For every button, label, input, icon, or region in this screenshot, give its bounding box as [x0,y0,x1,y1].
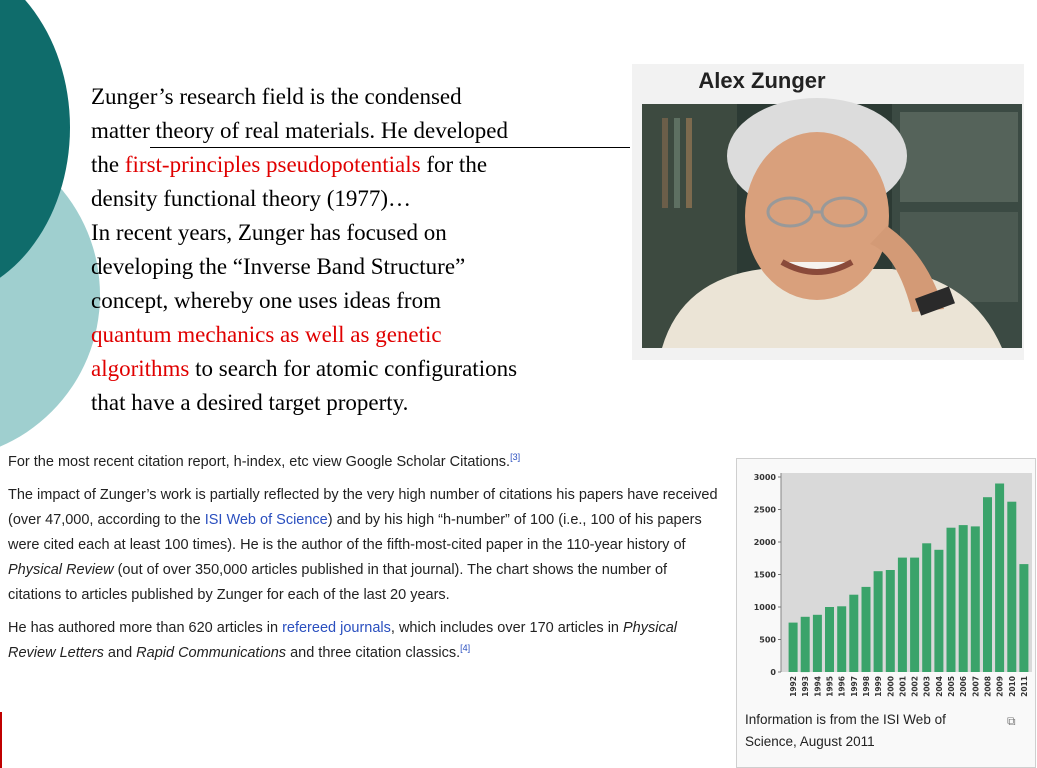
bar-2001 [898,558,907,672]
paragraph-text: He has authored more than 620 articles in [8,620,283,636]
text-segment: for the [420,152,488,177]
bar-1995 [825,607,834,672]
y-tick-label: 3000 [753,473,776,482]
x-tick-label: 2005 [947,676,956,697]
impact-paragraph [8,483,718,608]
text-segment: the [91,152,125,177]
x-tick-label: 2004 [934,676,944,697]
x-tick-label: 2000 [886,676,896,697]
paragraph-text: and [103,645,137,661]
text-line: matter theory of real materials. He developed [91,118,509,143]
underline-decoration [150,147,630,148]
refereed-journals-link[interactable]: refereed journals [282,620,391,636]
x-tick-label: 1999 [874,676,884,697]
text-line: concept, whereby one uses ideas from [91,288,441,313]
citation-bar-chart [737,459,1037,704]
portrait-title: Alex Zunger [698,68,826,93]
bar-1992 [789,623,798,672]
bar-2003 [922,543,931,672]
chart-caption: Information is from the ISI Web of Science, August 2011 [745,712,946,749]
bar-1998 [862,587,871,672]
highlight-algorithms: algorithms [91,356,190,381]
text-segment: to search for atomic configurations [189,356,518,381]
highlight-pseudopotentials: first-principles pseudopotentials [124,152,421,177]
x-tick-label: 2006 [959,676,969,697]
citation-paragraph [8,450,718,475]
bar-2009 [995,484,1004,673]
bar-1994 [813,615,822,672]
reference-link[interactable]: [4] [460,643,471,654]
paragraph-text: (out of over 350,000 articles published in that journal). The chart shows the number of citations to articles published by Zunger for each of the last 20 years. [8,562,668,603]
bar-2002 [910,558,919,672]
x-tick-label: 2003 [922,676,932,697]
y-tick-label: 1500 [753,570,776,580]
x-tick-label: 1995 [825,676,835,697]
y-tick-label: 1000 [753,603,776,612]
y-tick-label: 2000 [753,538,776,547]
paragraph-text: ) and by his high “h-number” of 100 (i.e., 100 of his papers were cited each at least 100 times). He is the author of the fifth-most-cited paper in the 110-year history of [8,512,702,553]
bar-2008 [983,497,992,672]
paragraph-text: , which includes over 170 articles in [390,620,624,636]
bar-1999 [874,571,883,672]
text-line [91,352,626,386]
x-tick-label: 2008 [983,676,993,697]
bar-2000 [886,570,895,672]
articles-paragraph [8,616,718,666]
research-description [91,80,626,420]
journal-title: Physical Review [8,562,114,578]
bar-2006 [959,525,968,672]
text-line: Zunger’s research field is the condensed [91,84,462,109]
x-tick-label: 2002 [910,676,920,697]
x-tick-label: 1996 [837,676,847,697]
bar-1993 [801,617,810,672]
journal-title: Physical Review Letters [8,620,678,661]
journal-title: Rapid Communications [136,645,287,661]
paragraph-text: and three citation classics. [286,645,461,661]
wikipedia-excerpt [8,450,718,674]
paragraph-text: For the most recent citation report, h-index, etc view Google Scholar Citations. [8,454,511,470]
x-tick-label: 2009 [995,676,1005,697]
isi-web-of-science-link[interactable]: ISI Web of Science [204,512,328,528]
text-line: density functional theory (1977)… [91,186,412,211]
bar-2007 [971,526,980,672]
x-tick-label: 1994 [813,676,823,697]
x-tick-label: 2011 [1019,676,1029,697]
x-tick-label: 1997 [849,676,859,697]
y-tick-label: 500 [759,635,776,645]
x-tick-label: 1993 [801,676,811,697]
portrait-panel [632,64,1024,360]
y-tick-label: 0 [770,668,776,677]
bar-2010 [1007,502,1016,672]
x-tick-label: 2007 [971,676,981,697]
highlight-quantum-mechanics: quantum mechanics as well as genetic [91,322,442,347]
x-tick-label: 2001 [898,676,908,697]
text-line [91,148,626,182]
edge-mark [0,712,2,768]
bar-2011 [1019,564,1028,672]
bar-2005 [947,528,956,672]
paragraph-text: The impact of Zunger’s work is partially reflected by the very high number of citations his papers have received (over 47,000, according to the [8,487,718,528]
bar-1996 [837,606,846,672]
reference-link[interactable]: [3] [510,452,521,463]
citation-chart-panel [736,458,1036,768]
bar-1997 [849,595,858,672]
x-tick-label: 1998 [862,676,871,697]
x-tick-label: 1992 [789,676,799,697]
text-line: that have a desired target property. [91,390,409,415]
x-tick-label: 2010 [1007,676,1017,697]
enlarge-icon[interactable]: ⧉ [1007,714,1016,728]
text-line: developing the “Inverse Band Structure” [91,254,466,279]
y-tick-label: 2500 [753,505,776,515]
portrait-photo [642,104,1022,348]
bar-2004 [934,550,943,672]
text-line: In recent years, Zunger has focused on [91,220,447,245]
